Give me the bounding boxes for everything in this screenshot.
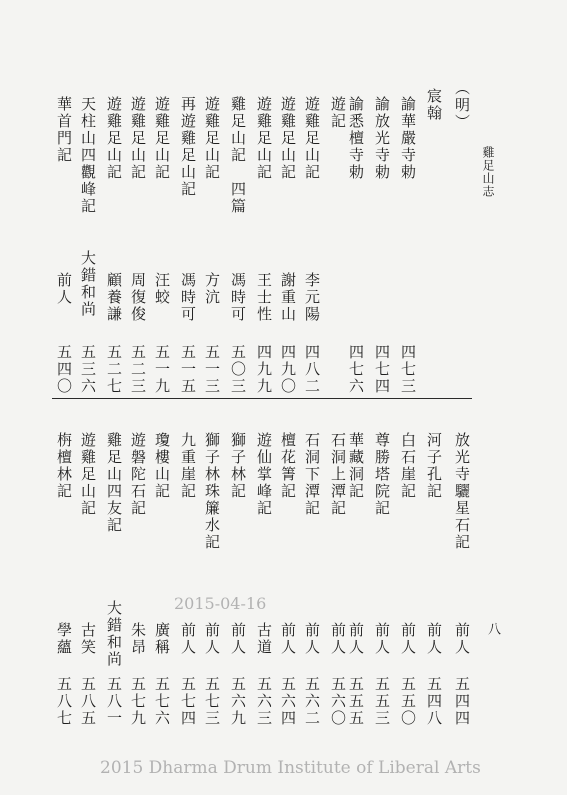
entry-author: 王士性 [255,272,273,323]
entry-title: 諭悉檀寺勅 [347,96,365,181]
entry-page: 五七六 [153,676,171,727]
entry-author: 學蘊 [55,622,73,656]
date-watermark: 2015-04-16 [174,594,267,613]
entry-page: 四九〇 [279,344,297,395]
entry-title: 天柱山四觀峰記 [79,96,97,215]
entry-author: 前人 [373,622,391,656]
entry-author: 古笑 [79,622,97,656]
entry-page: 五〇三 [229,344,247,395]
entry-title: 石洞上潭記 [329,432,347,517]
entry-title: 遊雞足山記 [153,96,171,181]
entry-author: 前人 [329,622,347,656]
entry-title: 遊雞足山記 [79,432,97,517]
entry-title: 石洞下潭記 [303,432,321,517]
entry-author: 周復俊 [129,272,147,323]
entry-page: 五六二 [303,676,321,727]
entry-page: 四七四 [373,344,391,395]
entry-title: 宸翰 [425,88,443,122]
entry-title: 獅子林珠簾水記 [203,432,221,551]
entry-title: 遊雞足山記 [203,96,221,181]
section-divider [52,398,472,399]
entry-page: 五五五 [347,676,365,727]
entry-author: 大錯和尚 [105,600,123,668]
entry-title: 遊雞足山記 [129,96,147,181]
entry-page: 四八二 [303,344,321,395]
entry-title: 遊記 [329,96,347,130]
entry-page: 五五〇 [399,676,417,727]
entry-page: 五四八 [425,676,443,727]
institute-watermark: 2015 Dharma Drum Institute of Liberal Arts [100,758,481,778]
entry-title: 檀花箐記 [279,432,297,500]
entry-page: 五六三 [255,676,273,727]
entry-author: 前人 [279,622,297,656]
entry-page: 五二七 [105,344,123,395]
entry-page: 五八一 [105,676,123,727]
entry-page: 五七四 [179,676,197,727]
entry-title: 華藏洞記 [347,432,365,500]
entry-title: 雞足山記 四篇 [229,96,247,215]
entry-author: 前人 [453,622,471,656]
entry-title: 獅子林記 [229,432,247,500]
entry-page: 五六〇 [329,676,347,727]
entry-title: 遊雞足山記 [255,96,273,181]
entry-page: 五八五 [79,676,97,727]
entry-title: 白石崖記 [399,432,417,500]
entry-title: 雞足山四友記 [105,432,123,534]
entry-author: 廣稱 [153,622,171,656]
entry-title: 九重崖記 [179,432,197,500]
entry-page: 四七六 [347,344,365,395]
entry-title: 放光寺驪星石記 [453,432,471,551]
entry-page: 五三六 [79,344,97,395]
entry-page: 五六四 [279,676,297,727]
entry-title: 遊雞足山記 [279,96,297,181]
entry-author: 汪蛟 [153,272,171,306]
entry-page: 五一九 [153,344,171,395]
entry-page: 五一五 [179,344,197,395]
entry-author: 謝重山 [279,272,297,323]
entry-title: 遊仙掌峰記 [255,432,273,517]
entry-author: 大錯和尚 [79,250,97,318]
book-title-header: 雞足山志 [481,146,495,198]
entry-author: 前人 [425,622,443,656]
entry-author: 前人 [303,622,321,656]
entry-author: 前人 [179,622,197,656]
entry-title: 再遊雞足山記 [179,96,197,198]
entry-title: 遊磐陀石記 [129,432,147,517]
entry-title: 河子孔記 [425,432,443,500]
entry-author: 古道 [255,622,273,656]
entry-author: 前人 [55,272,73,306]
entry-author: 前人 [203,622,221,656]
entry-page: 四九九 [255,344,273,395]
entry-title: 遊雞足山記 [303,96,321,181]
entry-author: 馮時可 [179,272,197,323]
entry-page: 五四〇 [55,344,73,395]
entry-title: （明） [453,80,471,131]
entry-author: 方沆 [203,272,221,306]
entry-page: 五八七 [55,676,73,727]
entry-page: 五六九 [229,676,247,727]
entry-title: 尊勝塔院記 [373,432,391,517]
entry-title: 諭華嚴寺勅 [399,96,417,181]
entry-author: 朱昂 [129,622,147,656]
entry-author: 前人 [399,622,417,656]
entry-page: 四七三 [399,344,417,395]
entry-author: 顧養謙 [105,272,123,323]
entry-title: 栴檀林記 [55,432,73,500]
entry-author: 李元陽 [303,272,321,323]
entry-author: 馮時可 [229,272,247,323]
entry-page: 五五三 [373,676,391,727]
entry-page: 五四四 [453,676,471,727]
entry-page: 五七三 [203,676,221,727]
entry-page: 五二三 [129,344,147,395]
page-number: 八 [485,622,500,637]
entry-author: 前人 [229,622,247,656]
entry-title: 諭放光寺勅 [373,96,391,181]
entry-page: 五七九 [129,676,147,727]
entry-title: 華首門記 [55,96,73,164]
entry-author: 前人 [347,622,365,656]
entry-title: 遊雞足山記 [105,96,123,181]
entry-title: 瓊樓山記 [153,432,171,500]
entry-page: 五一三 [203,344,221,395]
